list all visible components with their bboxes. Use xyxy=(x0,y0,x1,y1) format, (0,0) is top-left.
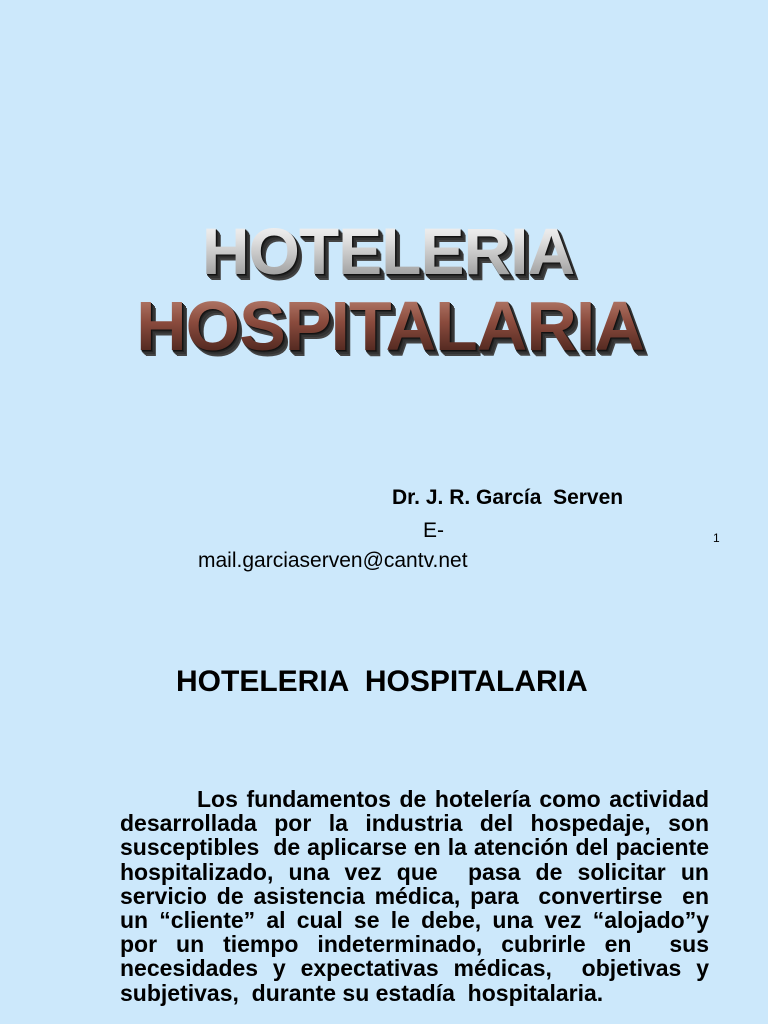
email-address: mail.garciaserven@cantv.net xyxy=(198,549,468,572)
wordart-title-line2: HOSPITALARIA xyxy=(0,288,768,364)
email-prefix: E- xyxy=(423,519,444,542)
author-name: Dr. J. R. García Serven xyxy=(392,486,624,509)
page-number: 1 xyxy=(713,531,720,545)
section-title: HOTELERIA HOSPITALARIA xyxy=(176,665,588,698)
wordart-title-line1: HOTELERIA xyxy=(0,214,768,288)
body-paragraph: Los fundamentos de hotelería como actividad desarrollada por la industria del hospedaje, son susceptibles de aplicarse en la atención del paciente hospitalizado, una vez que pasa de solicitar un servicio de asistencia médica, para convertirse en un “cliente” al cual se le debe, una vez “alojado”y por un tiempo indeterminado, cubrirle en sus necesidades y expectativas médicas, objetivas y subjetivas, durante su estadía hospitalaria. xyxy=(120,786,722,1006)
